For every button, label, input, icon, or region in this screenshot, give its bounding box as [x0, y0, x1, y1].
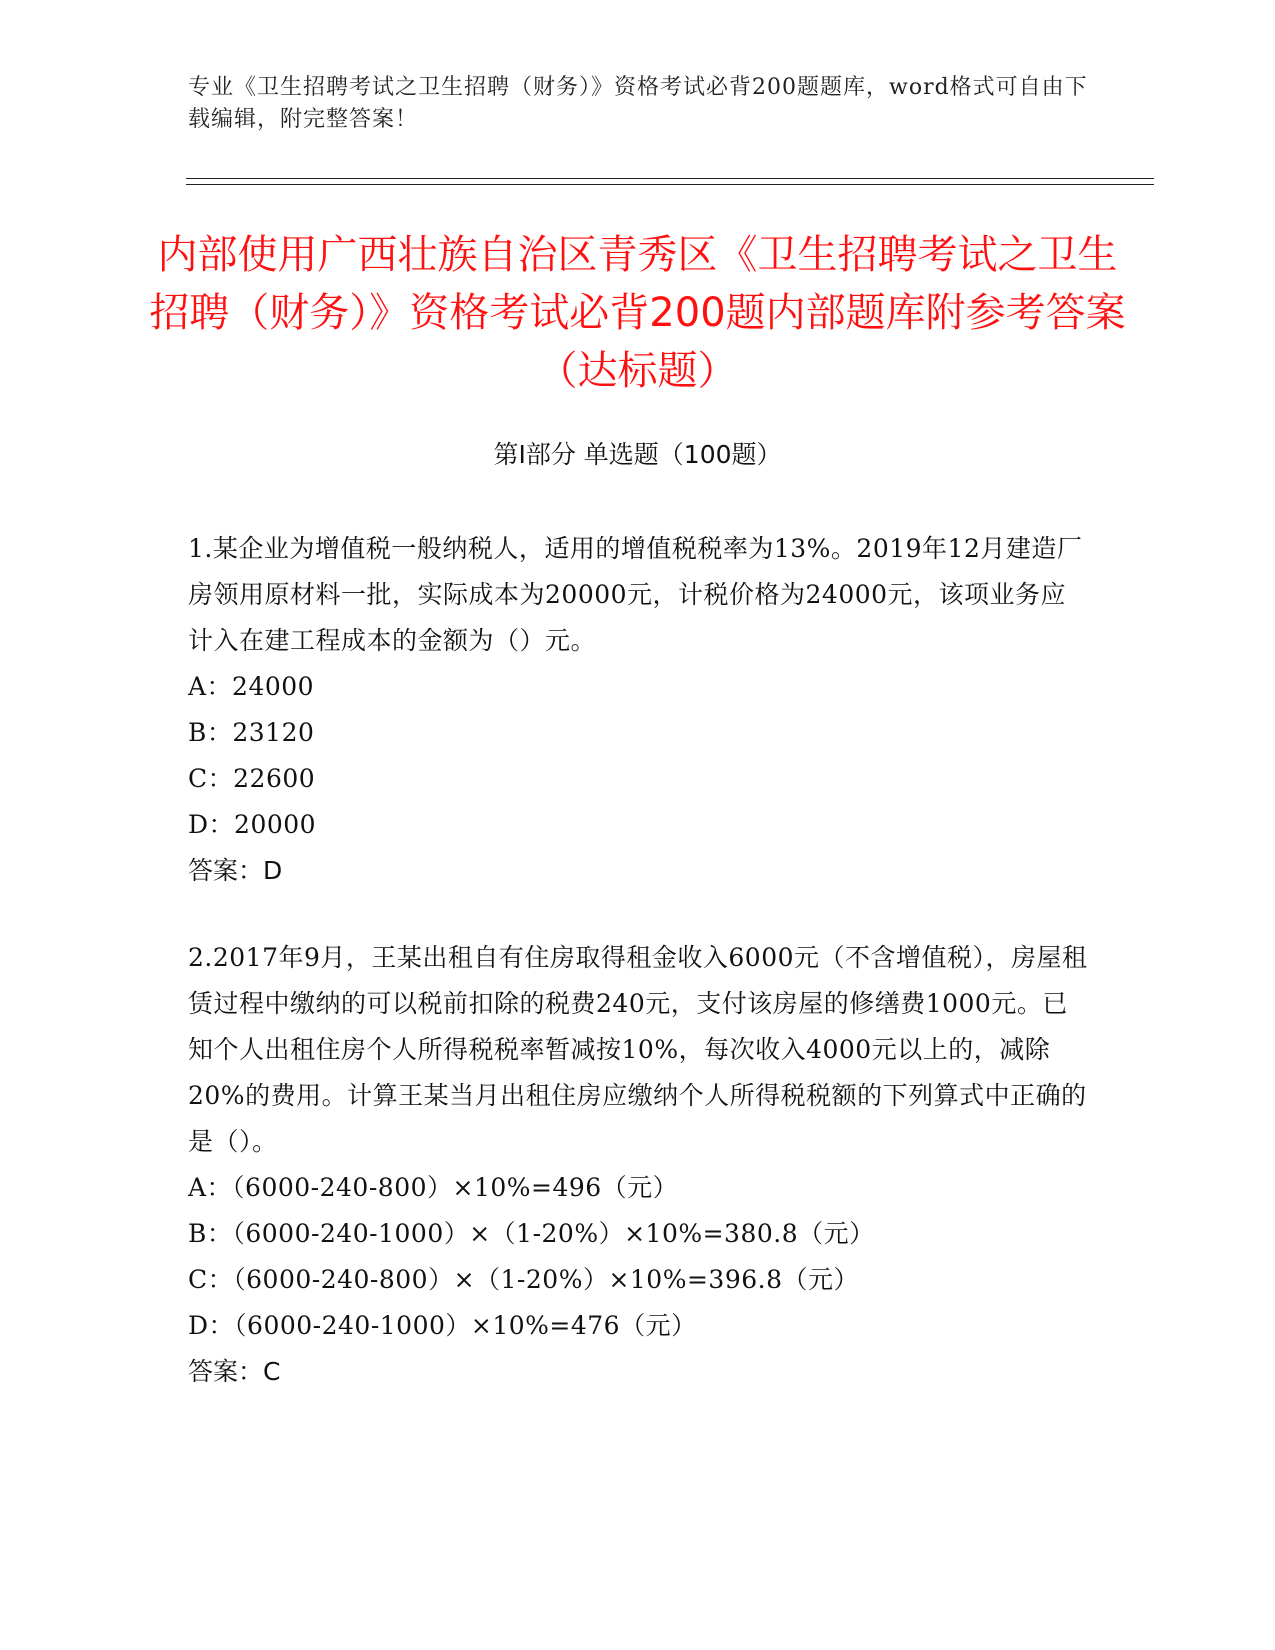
document-title: 内部使用广西壮族自治区青秀区《卫生招聘考试之卫生招聘（财务）》资格考试必背200题内部题库附参考答案（达标题）	[149, 232, 1126, 394]
question-stem: 2.2017年9月，王某出租自有住房取得租金收入6000元（不含增值税），房屋租赁过程中缴纳的可以税前扣除的税费240元，支付该房屋的修缮费1000元。已知个人出租住房个人所得税税率暂减按10%，每次收入4000元以上的，减除20%的费用。计算王某当月出租住房应缴纳个人所得税税额的下列算式中正确的是（）。	[188, 943, 1088, 1156]
question-2	[188, 935, 1088, 1395]
section-heading: 第Ⅰ部分 单选题（100题）	[493, 440, 782, 469]
option-list	[188, 1165, 1088, 1349]
option-d: D：20000	[188, 810, 317, 839]
question-stem: 1.某企业为增值税一般纳税人，适用的增值税税率为13%。2019年12月建造厂房领用原材料一批，实际成本为20000元，计税价格为24000元，该项业务应计入在建工程成本的金额为（）元。	[188, 534, 1083, 655]
question-1	[188, 526, 1088, 894]
option-b: B：（6000-240-1000）×（1-20%）×10%=380.8（元）	[188, 1219, 875, 1248]
option-b: B：23120	[188, 718, 315, 747]
header-note: 专业《卫生招聘考试之卫生招聘（财务）》资格考试必背200题题库，word格式可自由下载编辑，附完整答案！	[188, 75, 1088, 132]
option-a: A：（6000-240-800）×10%=496（元）	[188, 1173, 679, 1202]
header-divider-bottom	[186, 184, 1154, 185]
option-c: C：22600	[188, 764, 316, 793]
answer-line: 答案：C	[188, 1357, 281, 1386]
option-list	[188, 664, 1088, 848]
header-divider-top	[186, 178, 1154, 179]
option-a: A：24000	[188, 672, 315, 701]
option-c: C：（6000-240-800）×（1-20%）×10%=396.8（元）	[188, 1265, 859, 1294]
answer-line: 答案：D	[188, 856, 283, 885]
option-d: D：（6000-240-1000）×10%=476（元）	[188, 1311, 697, 1340]
